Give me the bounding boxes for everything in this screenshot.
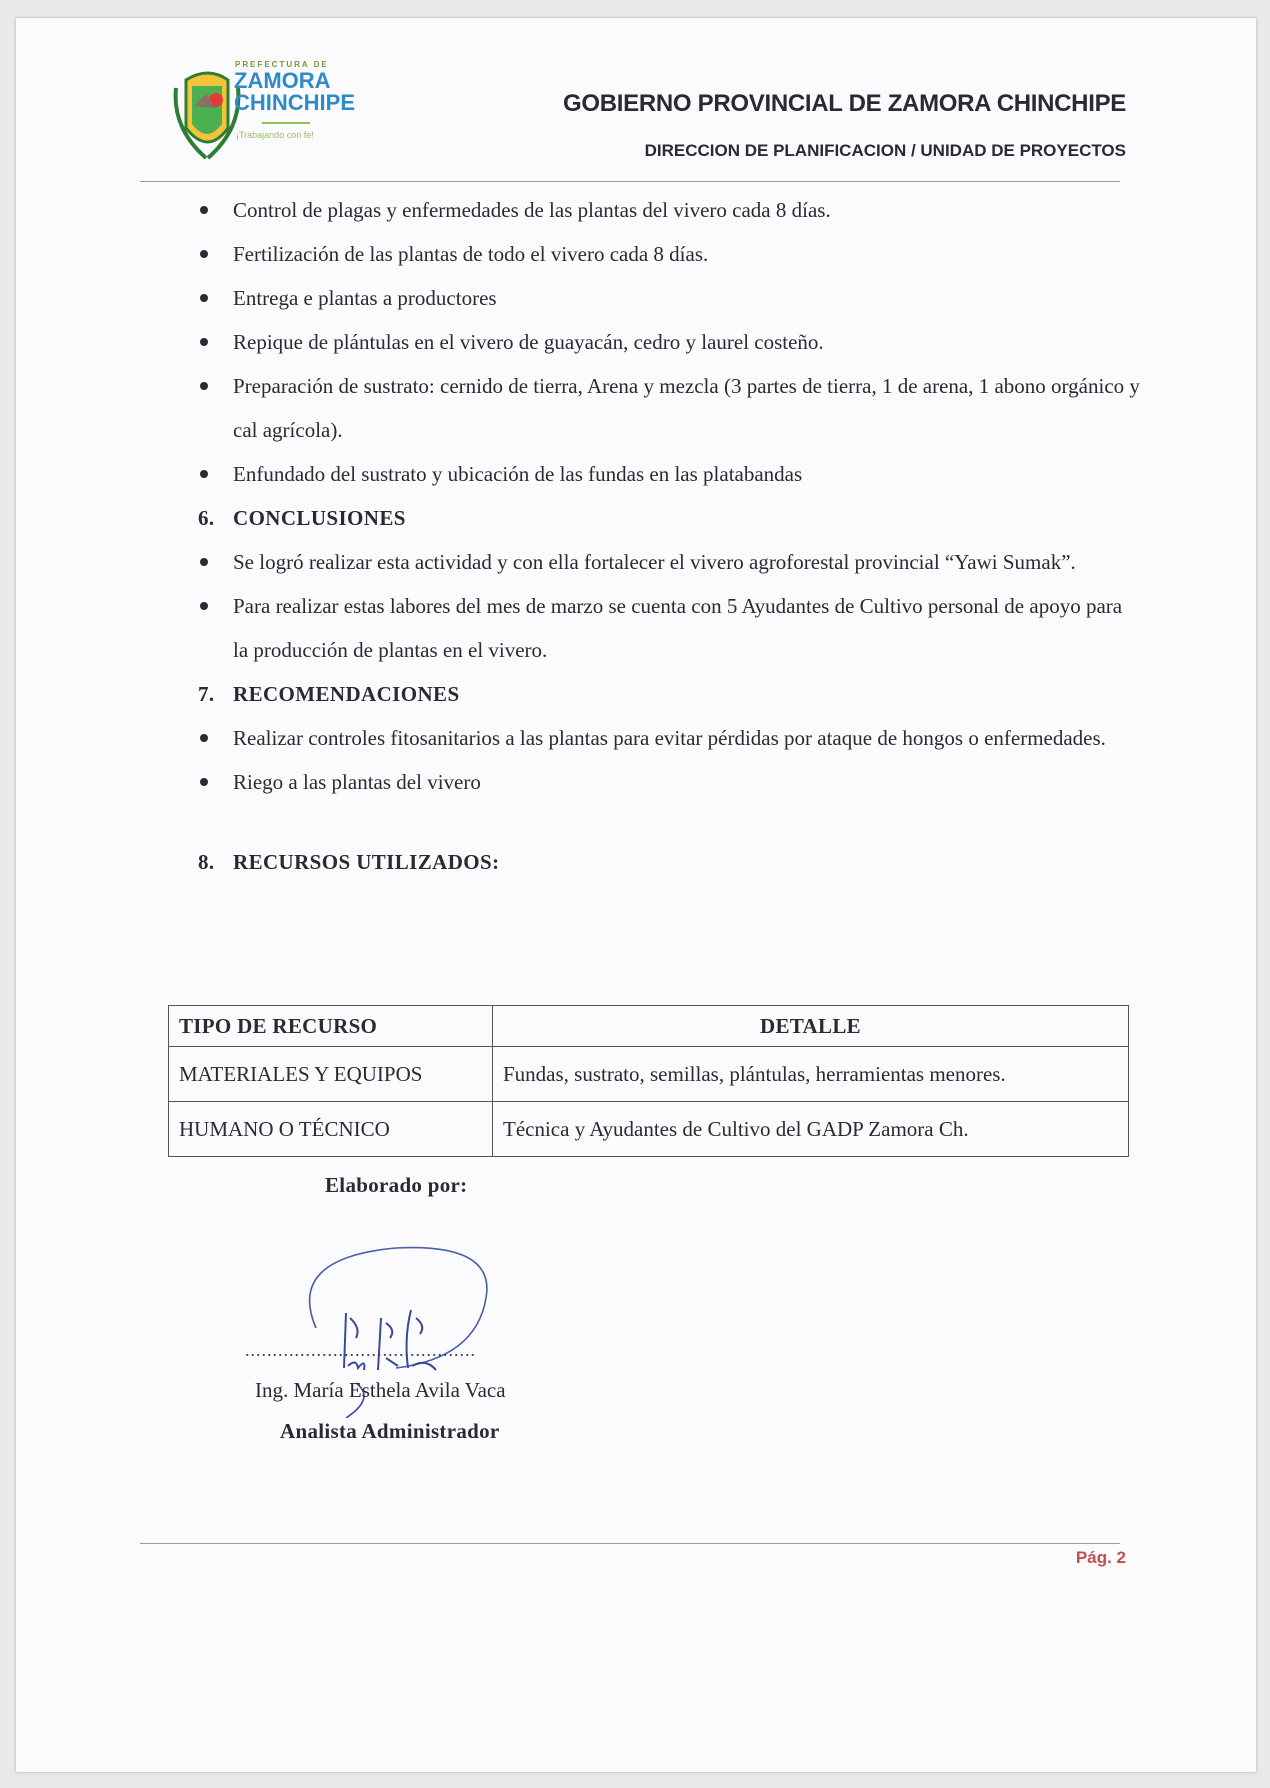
- document-page: [16, 18, 1256, 1772]
- signer-name: Ing. María Esthela Avila Vaca: [255, 1378, 506, 1402]
- table-cell-tipo: MATERIALES Y EQUIPOS: [169, 1047, 493, 1102]
- section-number: 7.: [198, 682, 215, 706]
- list-item: [180, 364, 1140, 452]
- list-item-text: Repique de plántulas en el vivero de guayacán, cedro y laurel costeño.: [233, 330, 824, 354]
- list-item-text: Entrega e plantas a productores: [233, 286, 497, 310]
- list-item-text: Preparación de sustrato: cernido de tierra, Arena y mezcla (3 partes de tierra, 1 de arena, 1 abono orgánico y cal agrícola).: [233, 374, 1140, 442]
- list-item-text: Control de plagas y enfermedades de las plantas del vivero cada 8 días.: [233, 198, 831, 222]
- logo-small-text: PREFECTURA DE: [235, 60, 329, 69]
- list-item-text: Se logró realizar esta actividad y con ella fortalecer el vivero agroforestal provincial “Yawi Sumak”.: [233, 550, 1076, 574]
- list-item: [180, 452, 1140, 496]
- list-item: [180, 716, 1140, 760]
- header-title: GOBIERNO PROVINCIAL DE ZAMORA CHINCHIPE: [563, 90, 1126, 117]
- section-number: 6.: [198, 506, 215, 530]
- bullet-icon: [200, 206, 208, 214]
- section-heading-recursos: [180, 840, 1140, 884]
- bullet-icon: [200, 338, 208, 346]
- section-heading-recomendaciones: [180, 672, 1140, 716]
- bullet-icon: [200, 250, 208, 258]
- logo-line1: ZAMORA: [234, 68, 331, 93]
- bullet-icon: [200, 558, 208, 566]
- bullet-icon: [200, 294, 208, 302]
- signature-line: ..........................................: [245, 1340, 476, 1360]
- signer-role: Analista Administrador: [280, 1419, 500, 1443]
- section-heading-conclusiones: [180, 496, 1140, 540]
- section-number: 8.: [198, 850, 215, 874]
- bullet-icon: [200, 734, 208, 742]
- prepared-by-label: Elaborado por:: [325, 1173, 468, 1197]
- list-item: [180, 540, 1140, 584]
- list-item-text: Enfundado del sustrato y ubicación de las fundas en las platabandas: [233, 462, 803, 486]
- section-title: RECURSOS UTILIZADOS:: [233, 850, 500, 874]
- list-item: [180, 276, 1140, 320]
- bullet-icon: [200, 382, 208, 390]
- table-header-detalle: DETALLE: [493, 1006, 1129, 1047]
- footer-divider: [140, 1543, 1120, 1544]
- list-item-text: Riego a las plantas del vivero: [233, 770, 481, 794]
- table-cell-tipo: HUMANO O TÉCNICO: [169, 1102, 493, 1157]
- logo-slogan: ¡Trabajando con fe!: [236, 130, 314, 140]
- bullet-icon: [200, 778, 208, 786]
- logo-name: [234, 70, 355, 114]
- section-title: CONCLUSIONES: [233, 506, 406, 530]
- logo-divider: [262, 122, 310, 124]
- table-cell-detalle: Fundas, sustrato, semillas, plántulas, herramientas menores.: [493, 1047, 1129, 1102]
- list-item-text: Realizar controles fitosanitarios a las plantas para evitar pérdidas por ataque de hongos o enfermedades.: [233, 726, 1106, 750]
- resources-table: [168, 1005, 1129, 1157]
- bullet-icon: [200, 602, 208, 610]
- table-cell-detalle: Técnica y Ayudantes de Cultivo del GADP Zamora Ch.: [493, 1102, 1129, 1157]
- list-item-text: Para realizar estas labores del mes de marzo se cuenta con 5 Ayudantes de Cultivo personal de apoyo para la producción de plantas en el vivero.: [233, 594, 1123, 662]
- table-row: [169, 1102, 1129, 1157]
- table-row: [169, 1047, 1129, 1102]
- bullet-icon: [200, 470, 208, 478]
- table-header-row: [169, 1006, 1129, 1047]
- list-item: [180, 188, 1140, 232]
- list-item: [180, 320, 1140, 364]
- header-subtitle: DIRECCION DE PLANIFICACION / UNIDAD DE PROYECTOS: [644, 141, 1126, 160]
- list-item: [180, 760, 1140, 804]
- list-item: [180, 584, 1140, 672]
- section-title: RECOMENDACIONES: [233, 682, 460, 706]
- report-body: [180, 188, 1140, 884]
- list-item-text: Fertilización de las plantas de todo el vivero cada 8 días.: [233, 242, 709, 266]
- table-header-tipo: TIPO DE RECURSO: [169, 1006, 493, 1047]
- list-item: [180, 232, 1140, 276]
- page-number: Pág. 2: [1075, 1548, 1126, 1567]
- header-divider: [140, 181, 1120, 182]
- logo-line2: CHINCHIPE: [234, 90, 356, 115]
- spacer: [180, 804, 1140, 840]
